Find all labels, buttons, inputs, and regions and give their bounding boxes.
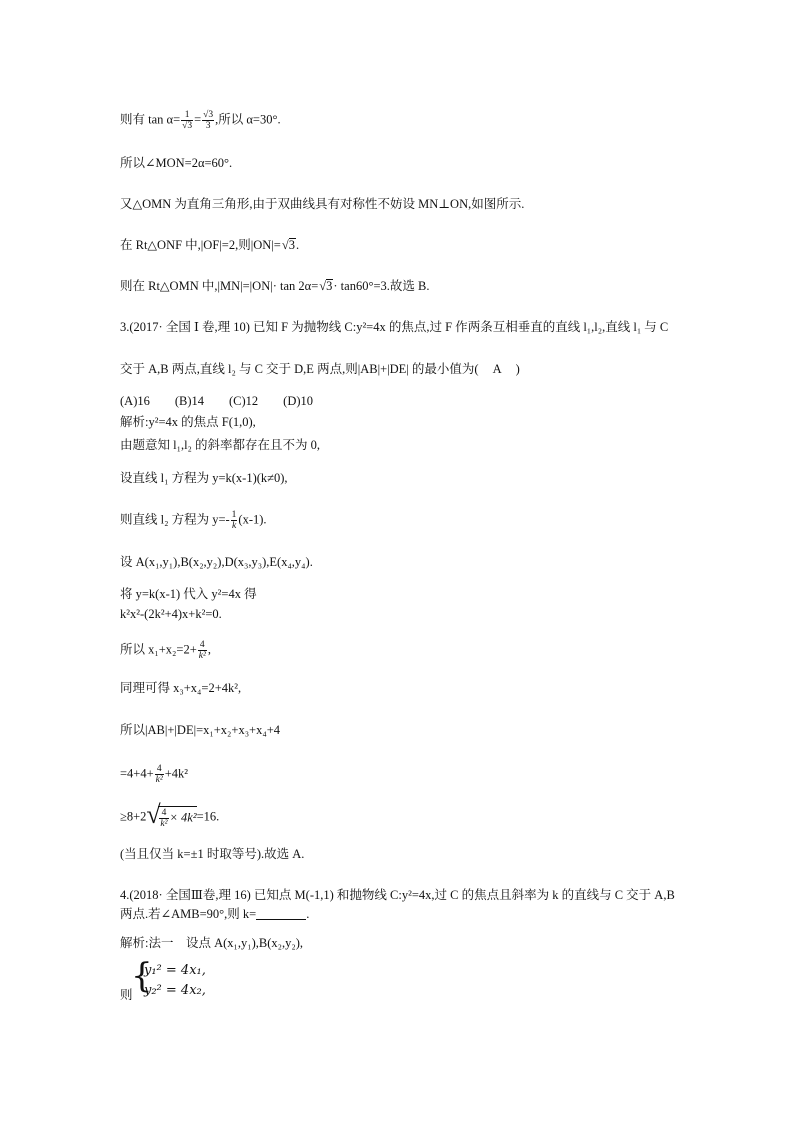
- text: 则有 tan α=: [120, 112, 181, 127]
- solution-line: 所以 x₁+x₂=2+ $\frac{4}{\text{k²}}$ ,: [120, 640, 211, 661]
- solution-line: ≥8+2 √ $\frac{4}{\text{k²}}$ × 4k²=16.: [120, 800, 220, 829]
- sqrt: √ 3: [281, 237, 296, 253]
- equation: y₁² = 4x₁,: [144, 963, 206, 978]
- solution-line: 将 y=k(x-1) 代入 y²=4x 得: [120, 587, 257, 601]
- line-rt-onf: 在 Rt△ONF 中,|OF|=2,则|ON|=√ 3.: [120, 237, 299, 253]
- question-3-options: (A)16 (B)14 (C)12 (D)10: [120, 394, 314, 408]
- solution-line: 由题意知 l₁,l₂ 的斜率都存在且不为 0,: [120, 438, 321, 452]
- question-4-stem-cont: 两点.若∠AMB=90°,则 k= .: [120, 907, 310, 921]
- line-tan-alpha: 则有 tan α= $\frac{1}{√3}$ = $\frac{√3}{3}$ ,所以 α=30°.: [120, 110, 281, 131]
- sqrt: √ $\frac{4}{\text{k²}}$ × 4k²: [146, 800, 197, 829]
- question-4-stem: 4.(2018· 全国Ⅲ卷,理 16) 已知点 M(-1,1) 和抛物线 C:y²=4x,过 C 的焦点且斜率为 k 的直线与 C 交于 A,B: [120, 888, 675, 902]
- fraction: $\frac{√3}{3}$: [203, 110, 214, 131]
- solution-line: 设直线 l₁ 方程为 y=k(x-1)(k≠0),: [120, 471, 288, 485]
- fraction: $\frac{4}{\text{k²}}$: [160, 808, 168, 829]
- equation: y₂² = 4x₂,: [144, 983, 206, 998]
- document-page: 则有 tan α= $\frac{1}{√3}$ = $\frac{√3}{3}$ ,所以 α=30°. 所以∠MON=2α=60°. 又△OMN 为直角三角形,由于双曲线具有对称性不妨设 MN⊥ON,如图所示. 在 Rt△ONF 中,|OF|=2,则|ON|=√ 3. 则在 Rt△OMN 中,|MN|=|ON|· tan 2α=√ 3· tan60°=3.故选 B. 3.(2017· 全国 Ⅰ 卷,理 10) 已知 F 为抛物线 C:y²=4x 的焦点,过 F 作两条互相垂直的直线 l₁,l₂,直线 l₁ 与 C 交于 A,B 两点,直线 l₂ 与 C 交于 D,E 两点,则|AB|+|DE| 的最小值为( A ) (A)16 (B)14 (C)12 (D)10 解析:y²=4x 的焦点 F(1,0), 由题意知 l₁,l₂ 的斜率都存在且不为 0, 设直线 l₁ 方程为 y=k(x-1)(k≠0), 则直线 l₂ 方程为 y=- $\frac{1}{k}$ (x-1). 设 A(x₁,y₁),B(x₂,y₂),D(x₃,y₃),E(x₄,y₄). 将 y=k(x-1) 代入 y²=4x 得 k²x²-(2k²+4)x+k²=0. 所以 x₁+x₂=2+ $\frac{4}{\text{k²}}$ , 同理可得 x₃+x₄=2+4k², 所以|AB|+|DE|=x₁+x₂+x₃+x₄+4 =4+4+ $\frac{4}{\text{k²}}$ +4k² ≥8+2 √ $\frac{4}{\text{k²}}$ × 4k²=16. (当且仅当 k=±1 时取等号).故选 A. 4.(2018· 全国Ⅲ卷,理 16) 已知点 M(-1,1) 和抛物线 C:y²=4x,过 C 的焦点且斜率为 k 的直线与 C 交于 A,B 两点.若∠AMB=90°,则 k= . 解析:法一 设点 A(x₁,y₁),B(x₂,y₂), 则 { y₁² = 4x₁, y₂² = 4x₂,: [0, 0, 794, 1123]
- question-3-stem: 3.(2017· 全国 Ⅰ 卷,理 10) 已知 F 为抛物线 C:y²=4x 的焦点,过 F 作两条互相垂直的直线 l₁,l₂,直线 l₁ 与 C: [120, 320, 669, 334]
- solution-line: 设 A(x₁,y₁),B(x₂,y₂),D(x₃,y₃),E(x₄,y₄).: [120, 555, 313, 569]
- fraction: $\frac{1}{√3}$: [182, 110, 193, 131]
- answer-blank: [256, 907, 306, 920]
- fraction: $\frac{1}{k}$: [231, 510, 237, 531]
- solution-line: 同理可得 x₃+x₄=2+4k²,: [120, 681, 242, 695]
- fraction: $\frac{4}{\text{k²}}$: [198, 640, 206, 661]
- brace: {: [131, 956, 153, 996]
- line-right-triangle: 又△OMN 为直角三角形,由于双曲线具有对称性不妨设 MN⊥ON,如图所示.: [120, 197, 525, 211]
- answer-choice: A: [492, 362, 502, 376]
- solution-line: 解析:y²=4x 的焦点 F(1,0),: [120, 415, 256, 429]
- line-angle-mon: 所以∠MON=2α=60°.: [120, 156, 233, 170]
- solution-line: =4+4+ $\frac{4}{\text{k²}}$ +4k²: [120, 764, 189, 785]
- question-3-stem-cont: 交于 A,B 两点,直线 l₂ 与 C 交于 D,E 两点,则|AB|+|DE| 的最小值为( A ): [120, 362, 520, 376]
- solution-line: 则直线 l₂ 方程为 y=- $\frac{1}{k}$ (x-1).: [120, 510, 267, 531]
- solution-line: k²x²-(2k²+4)x+k²=0.: [120, 607, 222, 621]
- line-rt-omn: 则在 Rt△OMN 中,|MN|=|ON|· tan 2α=√ 3· tan60°=3.故选 B.: [120, 278, 429, 294]
- solution-line: (当且仅当 k=±1 时取等号).故选 A.: [120, 847, 305, 861]
- fraction: $\frac{4}{\text{k²}}$: [155, 764, 163, 785]
- sqrt: √ 3: [318, 278, 333, 294]
- solution-line: 解析:法一 设点 A(x₁,y₁),B(x₂,y₂),: [120, 936, 304, 950]
- solution-line: 所以|AB|+|DE|=x₁+x₂+x₃+x₄+4: [120, 723, 281, 737]
